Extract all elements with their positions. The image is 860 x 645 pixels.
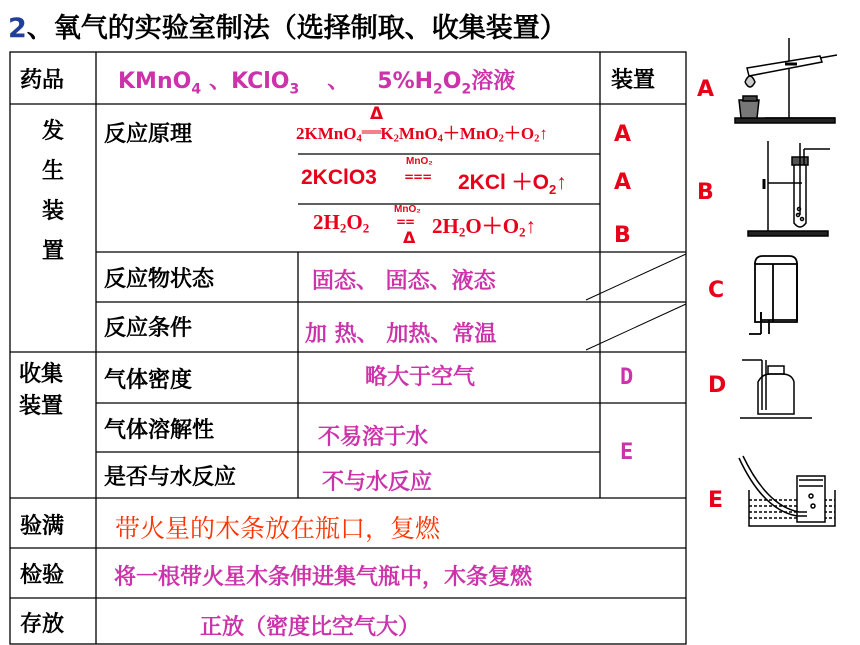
catalyst-mno2-1: MnO₂ bbox=[406, 156, 433, 167]
equation-h2o2-right: $2H_2O+O_2↑$ bbox=[432, 214, 537, 240]
full-test-label: 验满 bbox=[20, 514, 65, 539]
device-water: E bbox=[620, 440, 634, 465]
device-eq2: A bbox=[614, 170, 632, 195]
apparatus-a-heating-icon bbox=[725, 30, 845, 130]
apparatus-label-b: B bbox=[697, 180, 714, 205]
collection-label: 收集 装置 bbox=[19, 362, 64, 419]
equation-kclo3-left: 2KClO3 bbox=[301, 166, 377, 189]
eq2-arrow: === bbox=[404, 170, 432, 184]
storage-label: 存放 bbox=[20, 612, 65, 637]
condition-value: 加 热、 加热、常温 bbox=[305, 322, 497, 347]
density-label: 气体密度 bbox=[104, 368, 193, 393]
apparatus-e-water-trough-icon bbox=[733, 450, 843, 535]
solubility-label: 气体溶解性 bbox=[104, 418, 215, 443]
apparatus-c-bottle-up-icon bbox=[745, 250, 815, 345]
apparatus-d-bottle-down-icon bbox=[738, 352, 813, 422]
equation-kclo3-right: $2KCl +O_2↑$ bbox=[458, 171, 567, 198]
inspect-label: 检验 bbox=[20, 563, 65, 588]
eq3-arrow: == bbox=[396, 215, 415, 229]
title-number: 2 bbox=[8, 13, 27, 44]
heat-symbol-1: Δ bbox=[370, 104, 384, 124]
solubility-value: 不易溶于水 bbox=[318, 425, 429, 450]
apparatus-label-e: E bbox=[708, 488, 724, 513]
drugs-label: 药品 bbox=[20, 68, 65, 93]
condition-label: 反应条件 bbox=[104, 316, 193, 341]
device-density: D bbox=[620, 365, 634, 390]
device-label: 装置 bbox=[611, 68, 656, 93]
reactivity-label: 是否与水反应 bbox=[104, 465, 237, 490]
apparatus-b-flask-icon bbox=[740, 135, 840, 240]
device-eq1: A bbox=[614, 122, 632, 147]
title-text: 、氧气的实验室制法（选择制取、收集装置） bbox=[26, 13, 567, 44]
inspect-value: 将一根带火星木条伸进集气瓶中，木条复燃 bbox=[114, 565, 533, 590]
heat-symbol-2: Δ bbox=[403, 228, 416, 247]
apparatus-label-c: C bbox=[708, 278, 725, 303]
storage-value: 正放（密度比空气大） bbox=[200, 615, 421, 640]
density-value: 略大于空气 bbox=[365, 365, 476, 390]
drugs-list: KMnO$_4$ 、KClO$_3$ 、 $5\%H_2O_2$溶液 bbox=[118, 69, 516, 98]
equation-h2o2-left: $2H_2O_2$ bbox=[313, 210, 370, 236]
state-value: 固态、 固态、液态 bbox=[312, 269, 496, 294]
reactivity-value: 不与水反应 bbox=[322, 470, 433, 495]
catalyst-mno2-2: MnO₂ bbox=[394, 204, 421, 215]
full-test-value: 带火星的木条放在瓶口，复燃 bbox=[115, 514, 441, 543]
device-eq3: B bbox=[614, 223, 631, 248]
apparatus-label-d: D bbox=[708, 373, 727, 398]
equation-kmno4: $2KMnO_4═══K_2MnO_4+MnO_2+O_2↑$ bbox=[296, 124, 548, 145]
state-label: 反应物状态 bbox=[104, 267, 215, 292]
apparatus-label-a: A bbox=[697, 77, 715, 102]
principle-label: 反应原理 bbox=[104, 122, 193, 147]
generation-label: 发 生 装 置 bbox=[41, 119, 64, 264]
